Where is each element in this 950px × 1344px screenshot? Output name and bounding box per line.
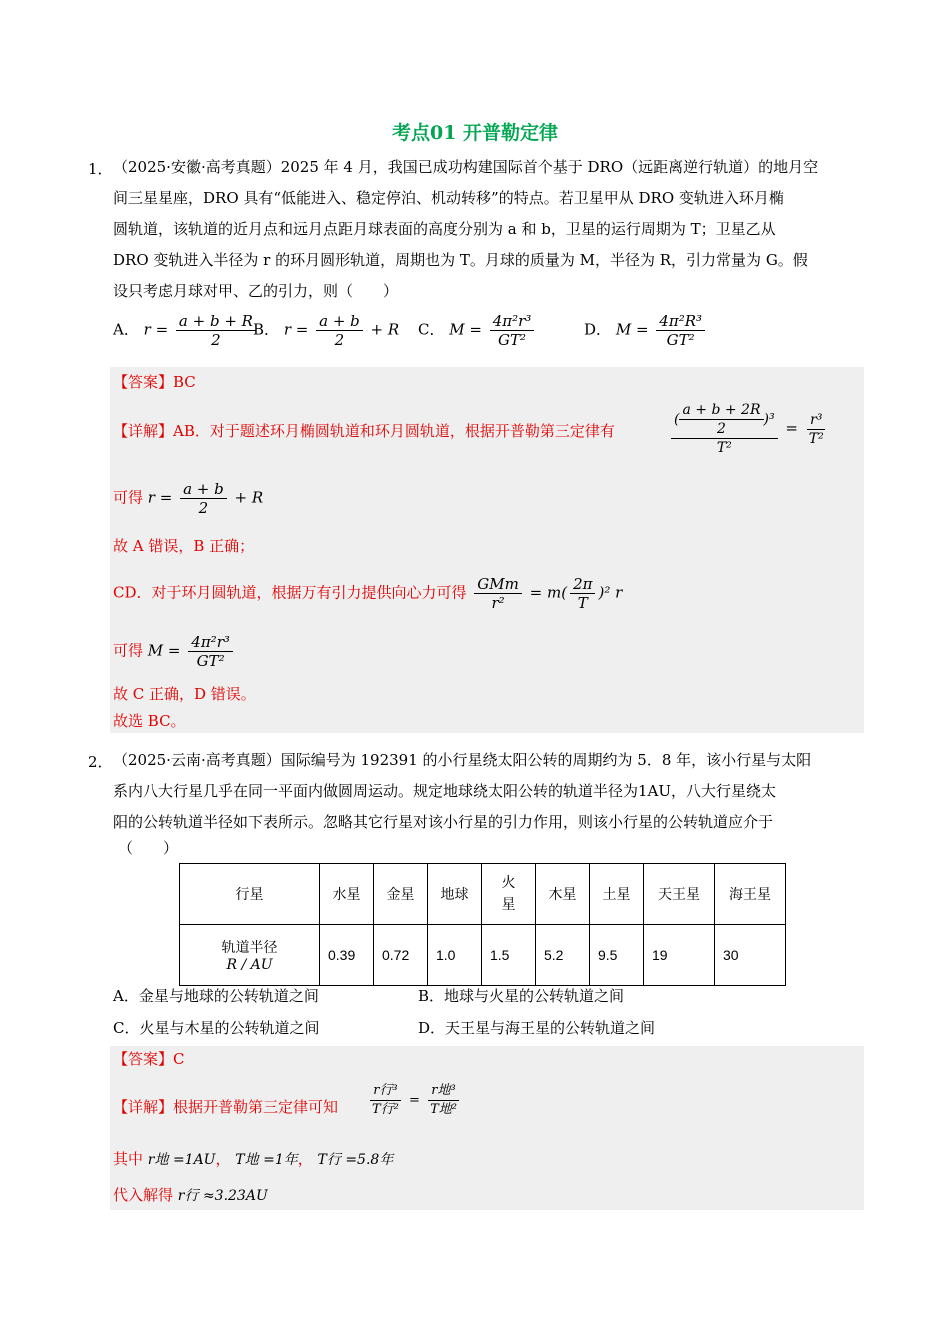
denominator: 2 — [717, 421, 726, 437]
question-2-line: （ ） — [118, 839, 179, 857]
option-b: B．地球与火星的公转轨道之间 — [418, 987, 625, 1005]
option-label: C． — [418, 320, 445, 339]
table-header-cell: 土星 — [590, 864, 644, 925]
numerator: r³ — [807, 411, 825, 430]
table-cell: 1.0 — [428, 925, 482, 986]
detail-text: 【详解】AB．对于题述环月椭圆轨道和环月圆轨道，根据开普勒第三定律有 — [113, 422, 615, 440]
denominator: T — [577, 594, 588, 612]
numerator: 4π²R³ — [656, 312, 705, 331]
detail-line — [113, 1148, 393, 1169]
question-2-line: 阳的公转轨道半径如下表所示。忽略其它行星对该小行星的引力作用，则该小行星的公转轨道应介于 — [113, 813, 774, 831]
equals-sign: = — [409, 1093, 420, 1108]
formula-tail: )² r — [598, 583, 623, 602]
denominator: GT² — [196, 652, 225, 670]
kepler-third-law-formula — [668, 401, 830, 457]
detail-line — [113, 1184, 268, 1205]
formula-lhs: r = — [147, 488, 173, 507]
separator: ， — [215, 1150, 231, 1168]
option-a — [113, 312, 259, 349]
numerator: a + b — [180, 480, 227, 499]
detail-line — [113, 480, 263, 517]
option-d — [584, 312, 708, 349]
given-value: T行 =5.8年 — [317, 1152, 394, 1168]
planet-orbit-table — [179, 863, 786, 986]
numerator: r地³ — [428, 1082, 458, 1101]
numerator: 4π²r³ — [490, 312, 535, 331]
detail-text: CD．对于环月圆轨道，根据万有引力提供向心力可得 — [113, 583, 467, 602]
table-cell: 1.5 — [482, 925, 536, 986]
inner-fraction — [679, 401, 763, 438]
formula-fraction — [474, 575, 522, 612]
given-value: T地 =1年 — [235, 1152, 298, 1168]
option-label: D． — [584, 320, 612, 339]
formula-fraction — [188, 633, 233, 670]
formula-lhs: M = — [147, 641, 181, 660]
numerator: ( $\frac{a + b + 2R}{2}$ )³ — [671, 401, 778, 439]
question-1-line: DRO 变轨进入半径为 r 的环月圆形轨道，周期也为 T。月球的质量为 M，半径为 R，引力常量为 G。假 — [113, 251, 808, 269]
numerator: 4π²r³ — [188, 633, 233, 652]
answer-block-2 — [110, 1046, 864, 1210]
table-cell: 5.2 — [536, 925, 590, 986]
option-c: C．火星与木星的公转轨道之间 — [113, 1019, 320, 1037]
table-header-cell: 天王星 — [644, 864, 715, 925]
formula-lhs: M = — [449, 320, 482, 339]
answer-block-1 — [110, 367, 864, 733]
question-2-number: 2． — [88, 753, 113, 771]
table-row — [180, 925, 786, 986]
denominator: GT² — [666, 331, 695, 349]
numerator: r行³ — [370, 1082, 400, 1101]
numerator: a + b + 2R — [679, 401, 763, 420]
detail-text: 代入解得 — [113, 1186, 174, 1204]
answer-label: 【答案】BC — [113, 373, 196, 391]
detail-line — [113, 575, 622, 612]
separator: ， — [297, 1150, 313, 1168]
table-header-cell: 木星 — [536, 864, 590, 925]
formula-fraction — [427, 1082, 460, 1119]
question-1-number: 1． — [88, 160, 113, 178]
table-header-cell: 地球 — [428, 864, 482, 925]
question-2-line: （2025·云南·高考真题）国际编号为 192391 的小行星绕太阳公转的周期约为 5．8 年，该小行星与太阳 — [113, 751, 812, 769]
option-label: A． — [113, 320, 139, 339]
denominator: 2 — [211, 331, 221, 349]
denominator: 2 — [334, 331, 345, 349]
detail-text: 其中 — [113, 1150, 144, 1168]
formula-fraction — [806, 411, 827, 448]
formula-fraction — [316, 312, 363, 349]
table-cell: 19 — [644, 925, 715, 986]
formula-fraction — [176, 312, 256, 349]
result-value: r行 ≈3.23AU — [177, 1188, 268, 1204]
formula-lhs: r = — [143, 320, 169, 339]
denominator: T地² — [430, 1102, 457, 1117]
table-header-cell: 行星 — [180, 864, 320, 925]
table-header-cell: 海王星 — [715, 864, 786, 925]
table-cell: 9.5 — [590, 925, 644, 986]
numerator: 2π — [570, 575, 595, 594]
detail-line — [113, 420, 615, 441]
given-value: r地 =1AU — [147, 1152, 216, 1168]
detail-text: 可得 — [113, 488, 144, 507]
kepler-ratio-formula — [366, 1082, 463, 1119]
question-1-line: 设只考虑月球对甲、乙的引力，则（ ） — [113, 282, 399, 300]
numerator: a + b — [316, 312, 363, 331]
row-label-unit: R / AU — [226, 957, 273, 973]
detail-line: 故选 BC。 — [113, 712, 186, 730]
formula-part: = m( — [529, 583, 568, 602]
detail-line — [113, 1096, 338, 1117]
formula-lhs: M = — [615, 320, 649, 339]
denominator: T² — [716, 440, 732, 456]
formula-fraction — [490, 312, 535, 349]
question-2-line: 系内八大行星几乎在同一平面内做圆周运动。规定地球绕太阳公转的轨道半径为1AU，八大行星绕太 — [113, 782, 777, 800]
table-cell: 0.39 — [320, 925, 374, 986]
denominator: T行² — [372, 1102, 399, 1117]
table-header-cell: 火 星 — [482, 864, 536, 925]
formula-tail: + R — [234, 488, 264, 507]
denominator: GT² — [498, 331, 527, 349]
table-cell: 30 — [715, 925, 786, 986]
numerator: GMm — [474, 575, 522, 594]
denominator: 2 — [198, 499, 209, 517]
detail-line — [113, 633, 236, 670]
option-a: A．金星与地球的公转轨道之间 — [113, 987, 319, 1005]
formula-fraction — [656, 312, 705, 349]
detail-text: 可得 — [113, 641, 144, 660]
table-row-label — [180, 925, 320, 986]
detail-line: 故 C 正确，D 错误。 — [113, 685, 256, 703]
option-d: D．天王星与海王星的公转轨道之间 — [418, 1019, 656, 1037]
option-label: B． — [253, 320, 280, 339]
formula-fraction — [671, 401, 778, 457]
denominator: r² — [491, 594, 505, 612]
page-title: 考点01 开普勒定律 — [391, 122, 559, 144]
table-cell: 0.72 — [374, 925, 428, 986]
option-c — [418, 312, 537, 349]
row-label-line: 轨道半径 — [221, 940, 278, 956]
formula-tail: + R — [370, 320, 400, 339]
denominator: T² — [808, 430, 824, 447]
formula-fraction — [570, 575, 595, 612]
question-1-line: 圆轨道，该轨道的近月点和远月点距月球表面的高度分别为 a 和 b，卫星的运行周期为 T；卫星乙从 — [113, 220, 776, 238]
formula-fraction — [180, 480, 227, 517]
formula-fraction — [369, 1082, 402, 1119]
option-b — [253, 312, 399, 349]
question-1-line: （2025·安徽·高考真题）2025 年 4 月，我国已成功构建国际首个基于 DRO（远距离逆行轨道）的地月空 — [113, 158, 819, 176]
question-1-line: 间三星星座，DRO 具有“低能进入、稳定停泊、机动转移”的特点。若卫星甲从 DRO 变轨进入环月椭 — [113, 189, 784, 207]
numerator: a + b + R — [176, 312, 256, 331]
detail-line: 故 A 错误，B 正确； — [113, 537, 255, 555]
equals-sign: = — [785, 419, 798, 437]
table-header-row — [180, 864, 786, 925]
answer-label: 【答案】C — [113, 1050, 185, 1068]
table-header-cell: 水星 — [320, 864, 374, 925]
table-header-cell: 金星 — [374, 864, 428, 925]
detail-text: 【详解】根据开普勒第三定律可知 — [113, 1098, 339, 1116]
exponent: ³ — [768, 411, 775, 428]
formula-lhs: r = — [283, 320, 309, 339]
